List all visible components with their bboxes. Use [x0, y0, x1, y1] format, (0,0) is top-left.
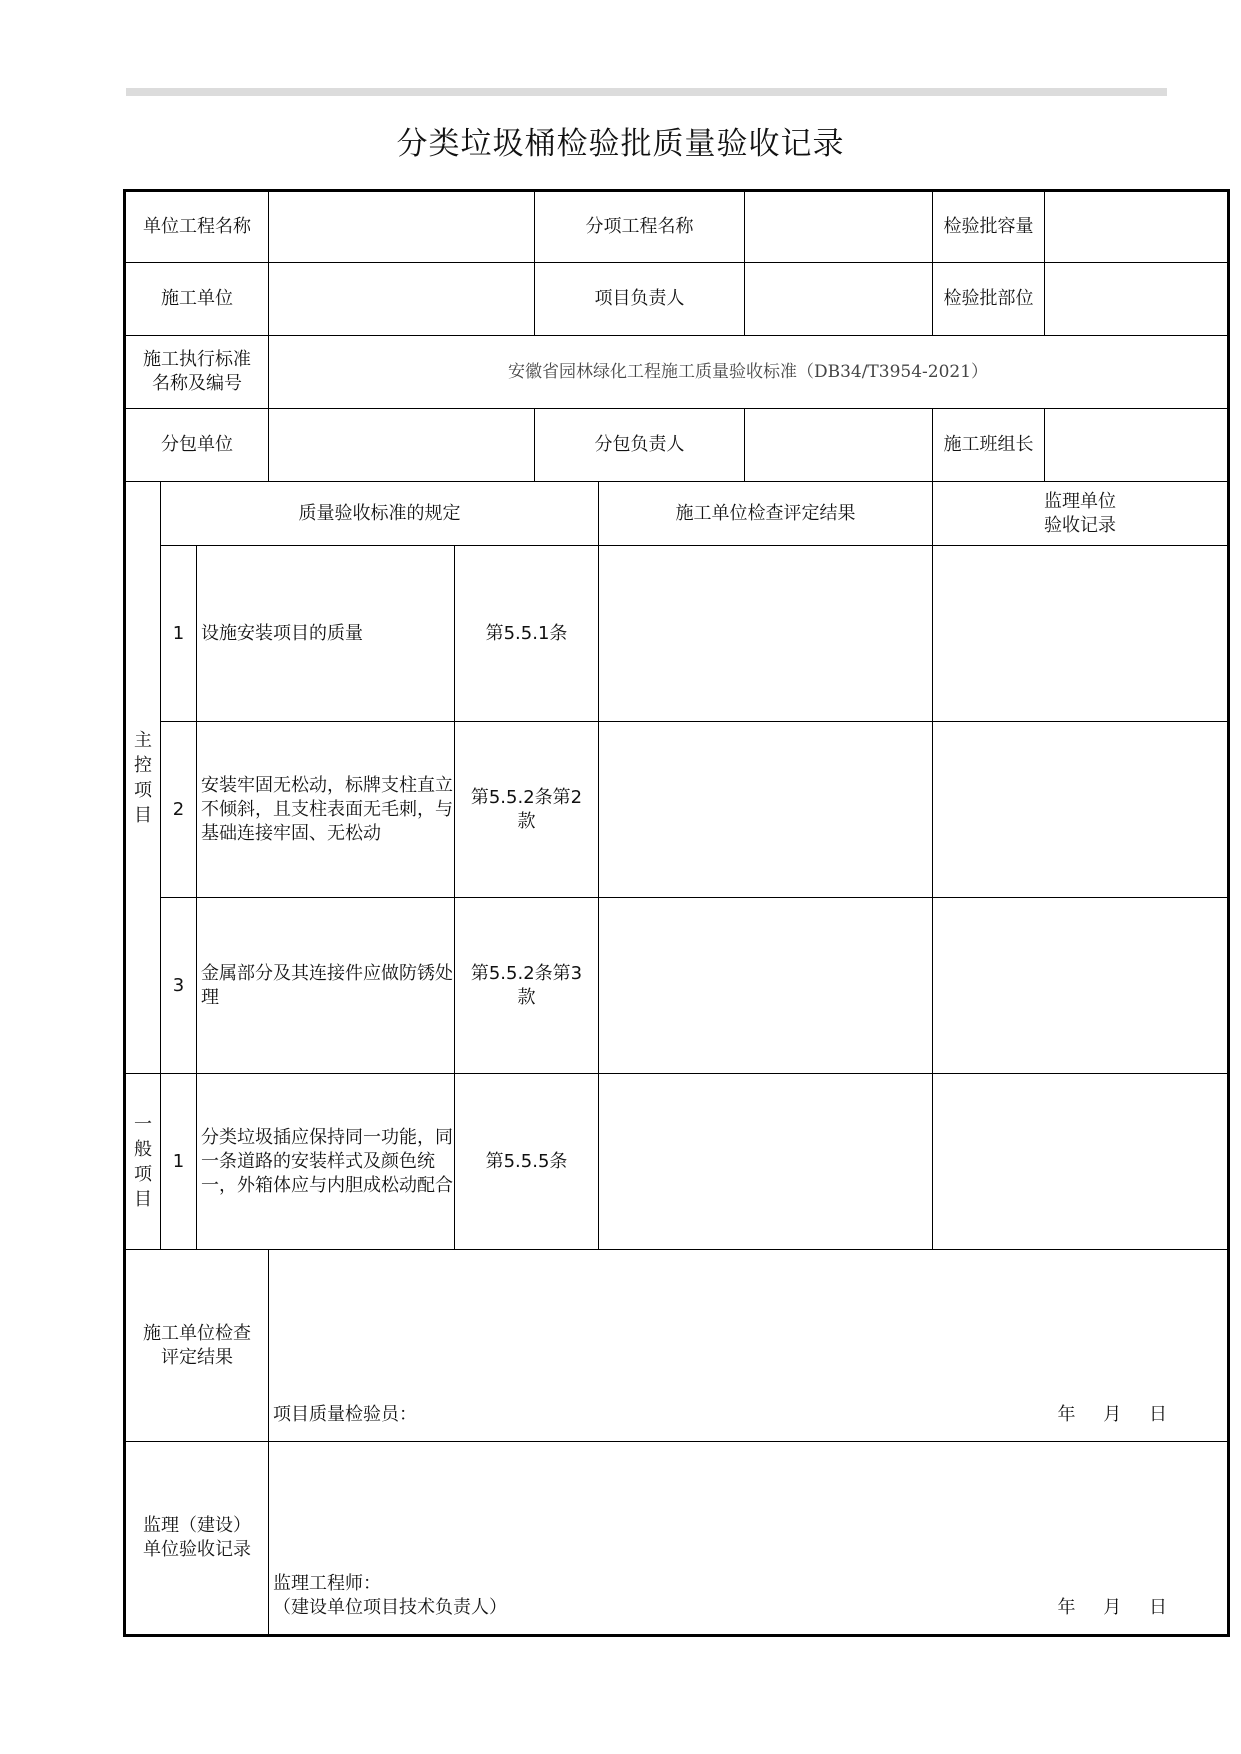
- contractor-check-label: [125, 1250, 269, 1442]
- item-clause: 第5.5.2条第2款: [455, 722, 599, 898]
- contractor-result-column-header: 施工单位检查评定结果: [599, 482, 933, 546]
- item-clause: 第5.5.5条: [455, 1074, 599, 1250]
- item-number: 1: [161, 546, 197, 722]
- construction-unit-label: 施工单位: [125, 263, 269, 336]
- batch-capacity-field[interactable]: [1045, 191, 1229, 263]
- contractor-check-signature-area[interactable]: [269, 1250, 1229, 1442]
- project-manager-field[interactable]: [745, 263, 933, 336]
- top-divider: [126, 88, 1167, 96]
- date-day: 日: [1149, 1597, 1167, 1618]
- item-clause: 第5.5.1条: [455, 546, 599, 722]
- team-leader-field[interactable]: [1045, 409, 1229, 482]
- item-requirement: 分类垃圾插应保持同一功能，同一条道路的安装样式及颜色统一，外箱体应与内胆成松动配合: [197, 1074, 455, 1250]
- page-title: 分类垃圾桶检验批质量验收记录: [396, 126, 845, 162]
- contractor-result-cell[interactable]: [599, 1074, 933, 1250]
- item-number: 3: [161, 898, 197, 1074]
- supervision-record-header-line2: 验收记录: [1044, 514, 1116, 536]
- main-items-category: [125, 482, 161, 1074]
- item-number: 1: [161, 1074, 197, 1250]
- team-leader-label: 施工班组长: [933, 409, 1045, 482]
- item-requirement: 金属部分及其连接件应做防锈处理: [197, 898, 455, 1074]
- project-manager-label: 项目负责人: [535, 263, 745, 336]
- acceptance-record-table: [123, 189, 1230, 1637]
- unit-project-name-label: 单位工程名称: [125, 191, 269, 263]
- contractor-result-cell[interactable]: [599, 898, 933, 1074]
- subcontract-manager-label: 分包负责人: [535, 409, 745, 482]
- general-items-category-label: 一般项目: [134, 1113, 152, 1210]
- contractor-check-label-line2: 评定结果: [161, 1346, 233, 1368]
- spec-column-header: 质量验收标准的规定: [161, 482, 599, 546]
- contractor-check-label-line1: 施工单位检查: [143, 1322, 251, 1344]
- date-year: 年: [1057, 1597, 1076, 1618]
- supervision-record-cell[interactable]: [933, 1074, 1229, 1250]
- supervision-engineer-label-line1: 监理工程师：: [273, 1573, 381, 1594]
- date-year: 年: [1057, 1404, 1076, 1425]
- subcontractor-label: 分包单位: [125, 409, 269, 482]
- date-day: 日: [1149, 1404, 1167, 1425]
- standard-label: [125, 336, 269, 409]
- supervision-check-signature-area[interactable]: [269, 1442, 1229, 1636]
- item-number: 2: [161, 722, 197, 898]
- supervision-record-cell[interactable]: [933, 722, 1229, 898]
- standard-value: 安徽省园林绿化工程施工质量验收标准（DB34/T3954-2021）: [269, 336, 1229, 409]
- supervision-record-cell[interactable]: [933, 898, 1229, 1074]
- batch-location-field[interactable]: [1045, 263, 1229, 336]
- contractor-check-date: [1036, 1403, 1167, 1427]
- standard-label-line2: 名称及编号: [152, 373, 242, 394]
- supervision-check-label-line2: 单位验收记录: [143, 1539, 251, 1560]
- subcontract-manager-field[interactable]: [745, 409, 933, 482]
- supervision-engineer-label: [273, 1572, 507, 1620]
- standard-label-line1: 施工执行标准: [143, 349, 251, 370]
- sub-project-name-field[interactable]: [745, 191, 933, 263]
- unit-project-name-field[interactable]: [269, 191, 535, 263]
- item-requirement: 设施安装项目的质量: [197, 546, 455, 722]
- sub-project-name-label: 分项工程名称: [535, 191, 745, 263]
- quality-inspector-label: 项目质量检验员：: [273, 1404, 417, 1425]
- construction-unit-field[interactable]: [269, 263, 535, 336]
- main-items-category-label: 主控项目: [134, 729, 152, 826]
- date-month: 月: [1103, 1404, 1122, 1425]
- general-items-category: [125, 1074, 161, 1250]
- batch-capacity-label: 检验批容量: [933, 191, 1045, 263]
- supervision-record-header-line1: 监理单位: [1044, 490, 1116, 512]
- contractor-result-cell[interactable]: [599, 722, 933, 898]
- supervision-engineer-label-line2: （建设单位项目技术负责人）: [273, 1597, 507, 1618]
- supervision-check-label: [125, 1442, 269, 1636]
- date-month: 月: [1103, 1597, 1122, 1618]
- supervision-check-date: [1036, 1596, 1167, 1620]
- supervision-record-cell[interactable]: [933, 546, 1229, 722]
- supervision-record-column-header: [933, 482, 1229, 546]
- contractor-result-cell[interactable]: [599, 546, 933, 722]
- subcontractor-field[interactable]: [269, 409, 535, 482]
- batch-location-label: 检验批部位: [933, 263, 1045, 336]
- item-requirement: 安装牢固无松动，标牌支柱直立不倾斜，且支柱表面无毛刺，与基础连接牢固、无松动: [197, 722, 455, 898]
- supervision-check-label-line1: 监理（建设）: [143, 1515, 251, 1536]
- item-clause: 第5.5.2条第3款: [455, 898, 599, 1074]
